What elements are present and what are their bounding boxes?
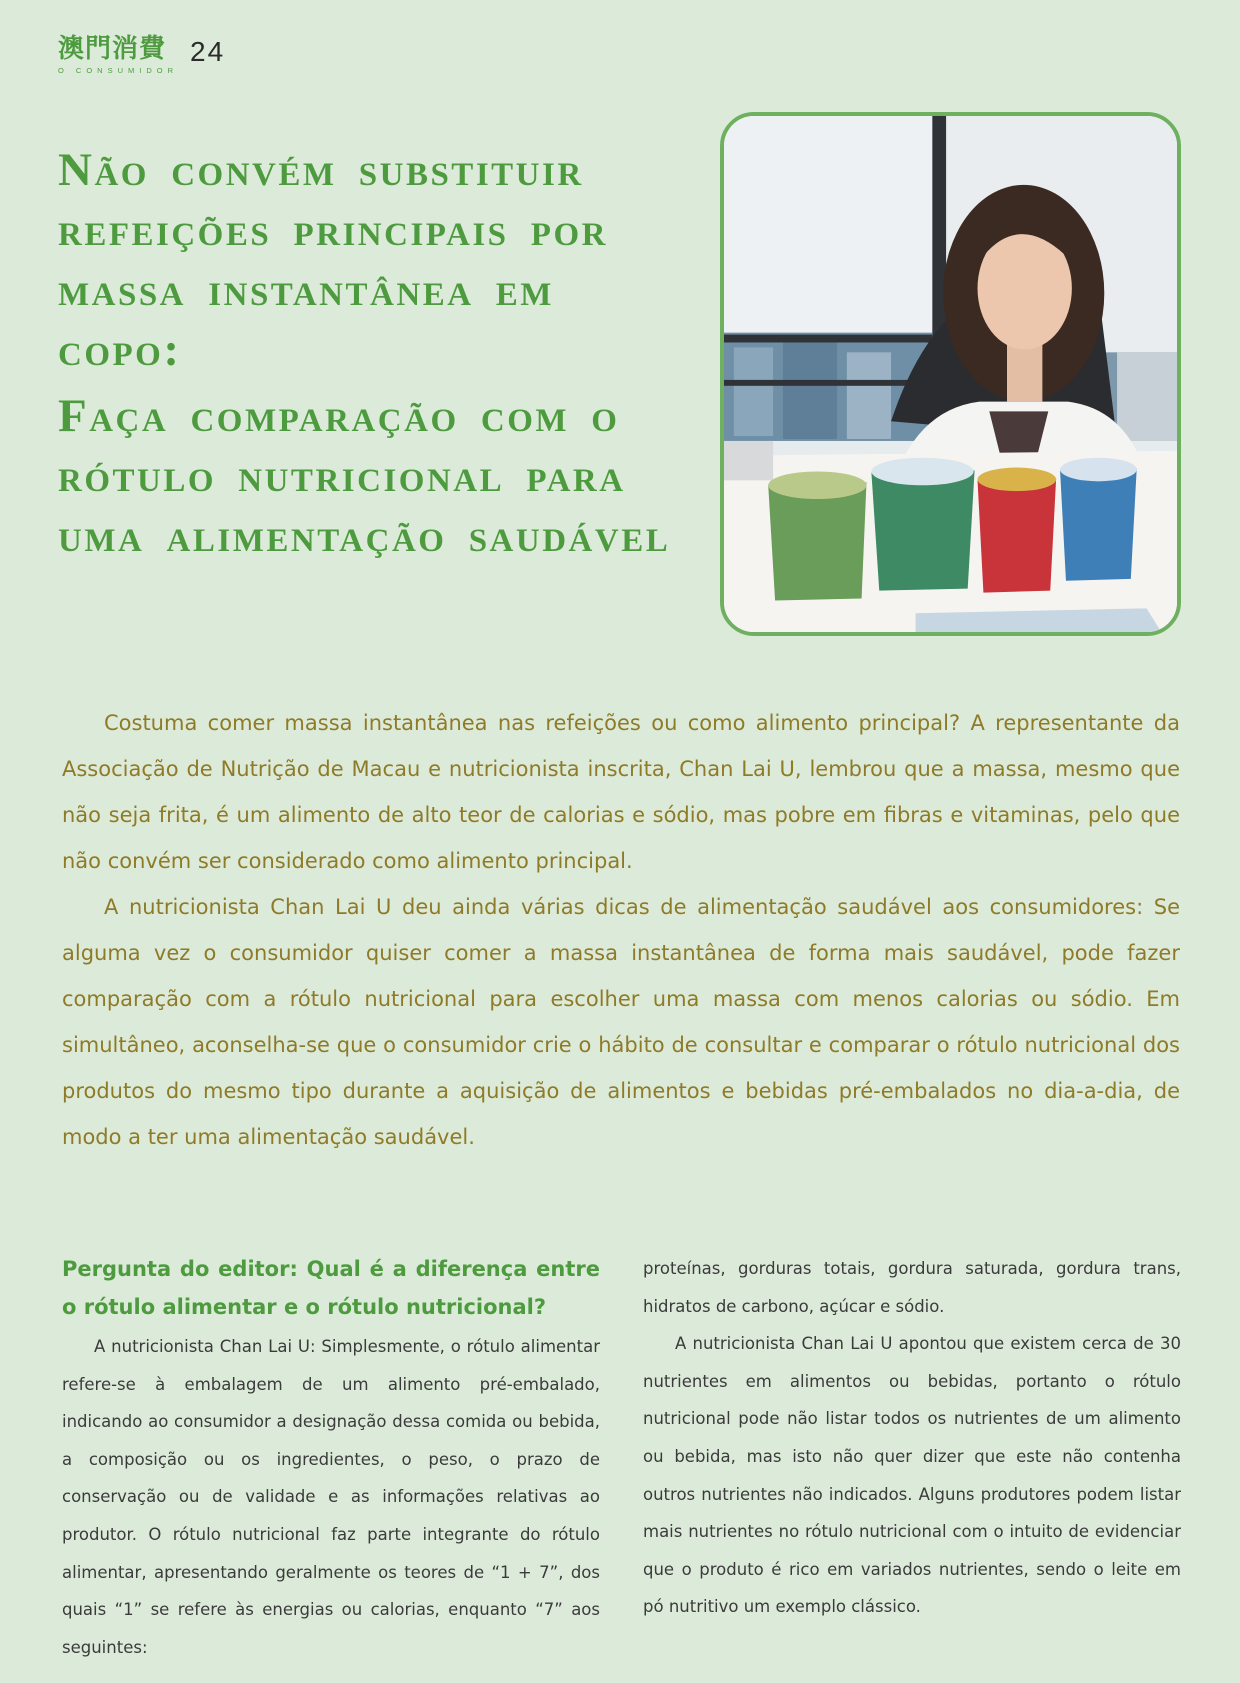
magazine-logo — [58, 34, 178, 80]
intro-paragraph-1: Costuma comer massa instantânea nas refeições ou como alimento principal? A representante da Associação de Nutrição de Macau e nutricionista inscrita, Chan Lai U, lembrou que a massa, mesmo que não seja frita, é um alimento de alto teor de calorias e sódio, mas pobre em fibras e vitaminas, pelo que não convém ser considerado como alimento principal. — [62, 711, 1180, 873]
intro-paragraph-2: A nutricionista Chan Lai U deu ainda várias dicas de alimentação saudável aos consumidores: Se alguma vez o consumidor quiser comer a massa instantânea de forma mais saudável, pode fazer comparação com a rótulo nutricional para escolher uma massa com menos calorias ou sódio. Em simultâneo, aconselha-se que o consumidor crie o hábito de consultar e comparar o rótulo nutricional dos produtos do mesmo tipo durante a aquisição de alimentos e bebidas pré-embalados no dia-a-dia, de modo a ter uma alimentação saudável. — [62, 895, 1180, 1149]
article-intro — [62, 700, 1180, 1160]
title-subtitle: Faça comparação com o rótulo nutricional para uma alimentação saudável — [58, 390, 671, 562]
qa-right-column — [643, 1250, 1181, 1626]
editor-question: Pergunta do editor: Qual é a diferença entre o rótulo alimentar e o rótulo nutricional? — [62, 1257, 600, 1319]
title-main: Não convém substituir refeições principais por massa instantânea em copo: — [58, 144, 608, 376]
logo-title: 澳門消費 — [58, 34, 167, 64]
logo-subtitle: O CONSUMIDOR — [58, 66, 178, 75]
portrait-photo-icon — [724, 116, 1177, 632]
qa-answer-paragraph-2: A nutricionista Chan Lai U apontou que existem cerca de 30 nutrientes em alimentos ou bebidas, portanto o rótulo nutricional pode não listar todos os nutrientes de um alimento ou bebida, mas isto não quer dizer que este não contenha outros nutrientes não indicados. Alguns produtores podem listar mais nutrientes no rótulo nutricional com o intuito de evidenciar que o produto é rico em variados nutrientes, sendo o leite em pó nutritivo um exemplo clássico. — [643, 1334, 1181, 1617]
qa-left-column — [62, 1250, 600, 1666]
article-title — [58, 140, 698, 566]
qa-answer-paragraph-1-cont: proteínas, gorduras totais, gordura saturada, gordura trans, hidratos de carbono, açúcar e sódio. — [643, 1259, 1181, 1316]
article-photo — [720, 112, 1181, 636]
qa-answer-paragraph-1: A nutricionista Chan Lai U: Simplesmente, o rótulo alimentar refere-se à embalagem de um alimento pré-embalado, indicando ao consumidor a designação dessa comida ou bebida, a composição ou os ingredientes, o peso, o prazo de conservação ou de validade e as informações relativas ao produtor. O rótulo nutricional faz parte integrante do rótulo alimentar, apresentando geralmente os teores de “1 + 7”, dos quais “1” se refere às energias ou calorias, enquanto “7” aos seguintes: — [62, 1337, 600, 1657]
page-number: 24 — [190, 36, 226, 67]
